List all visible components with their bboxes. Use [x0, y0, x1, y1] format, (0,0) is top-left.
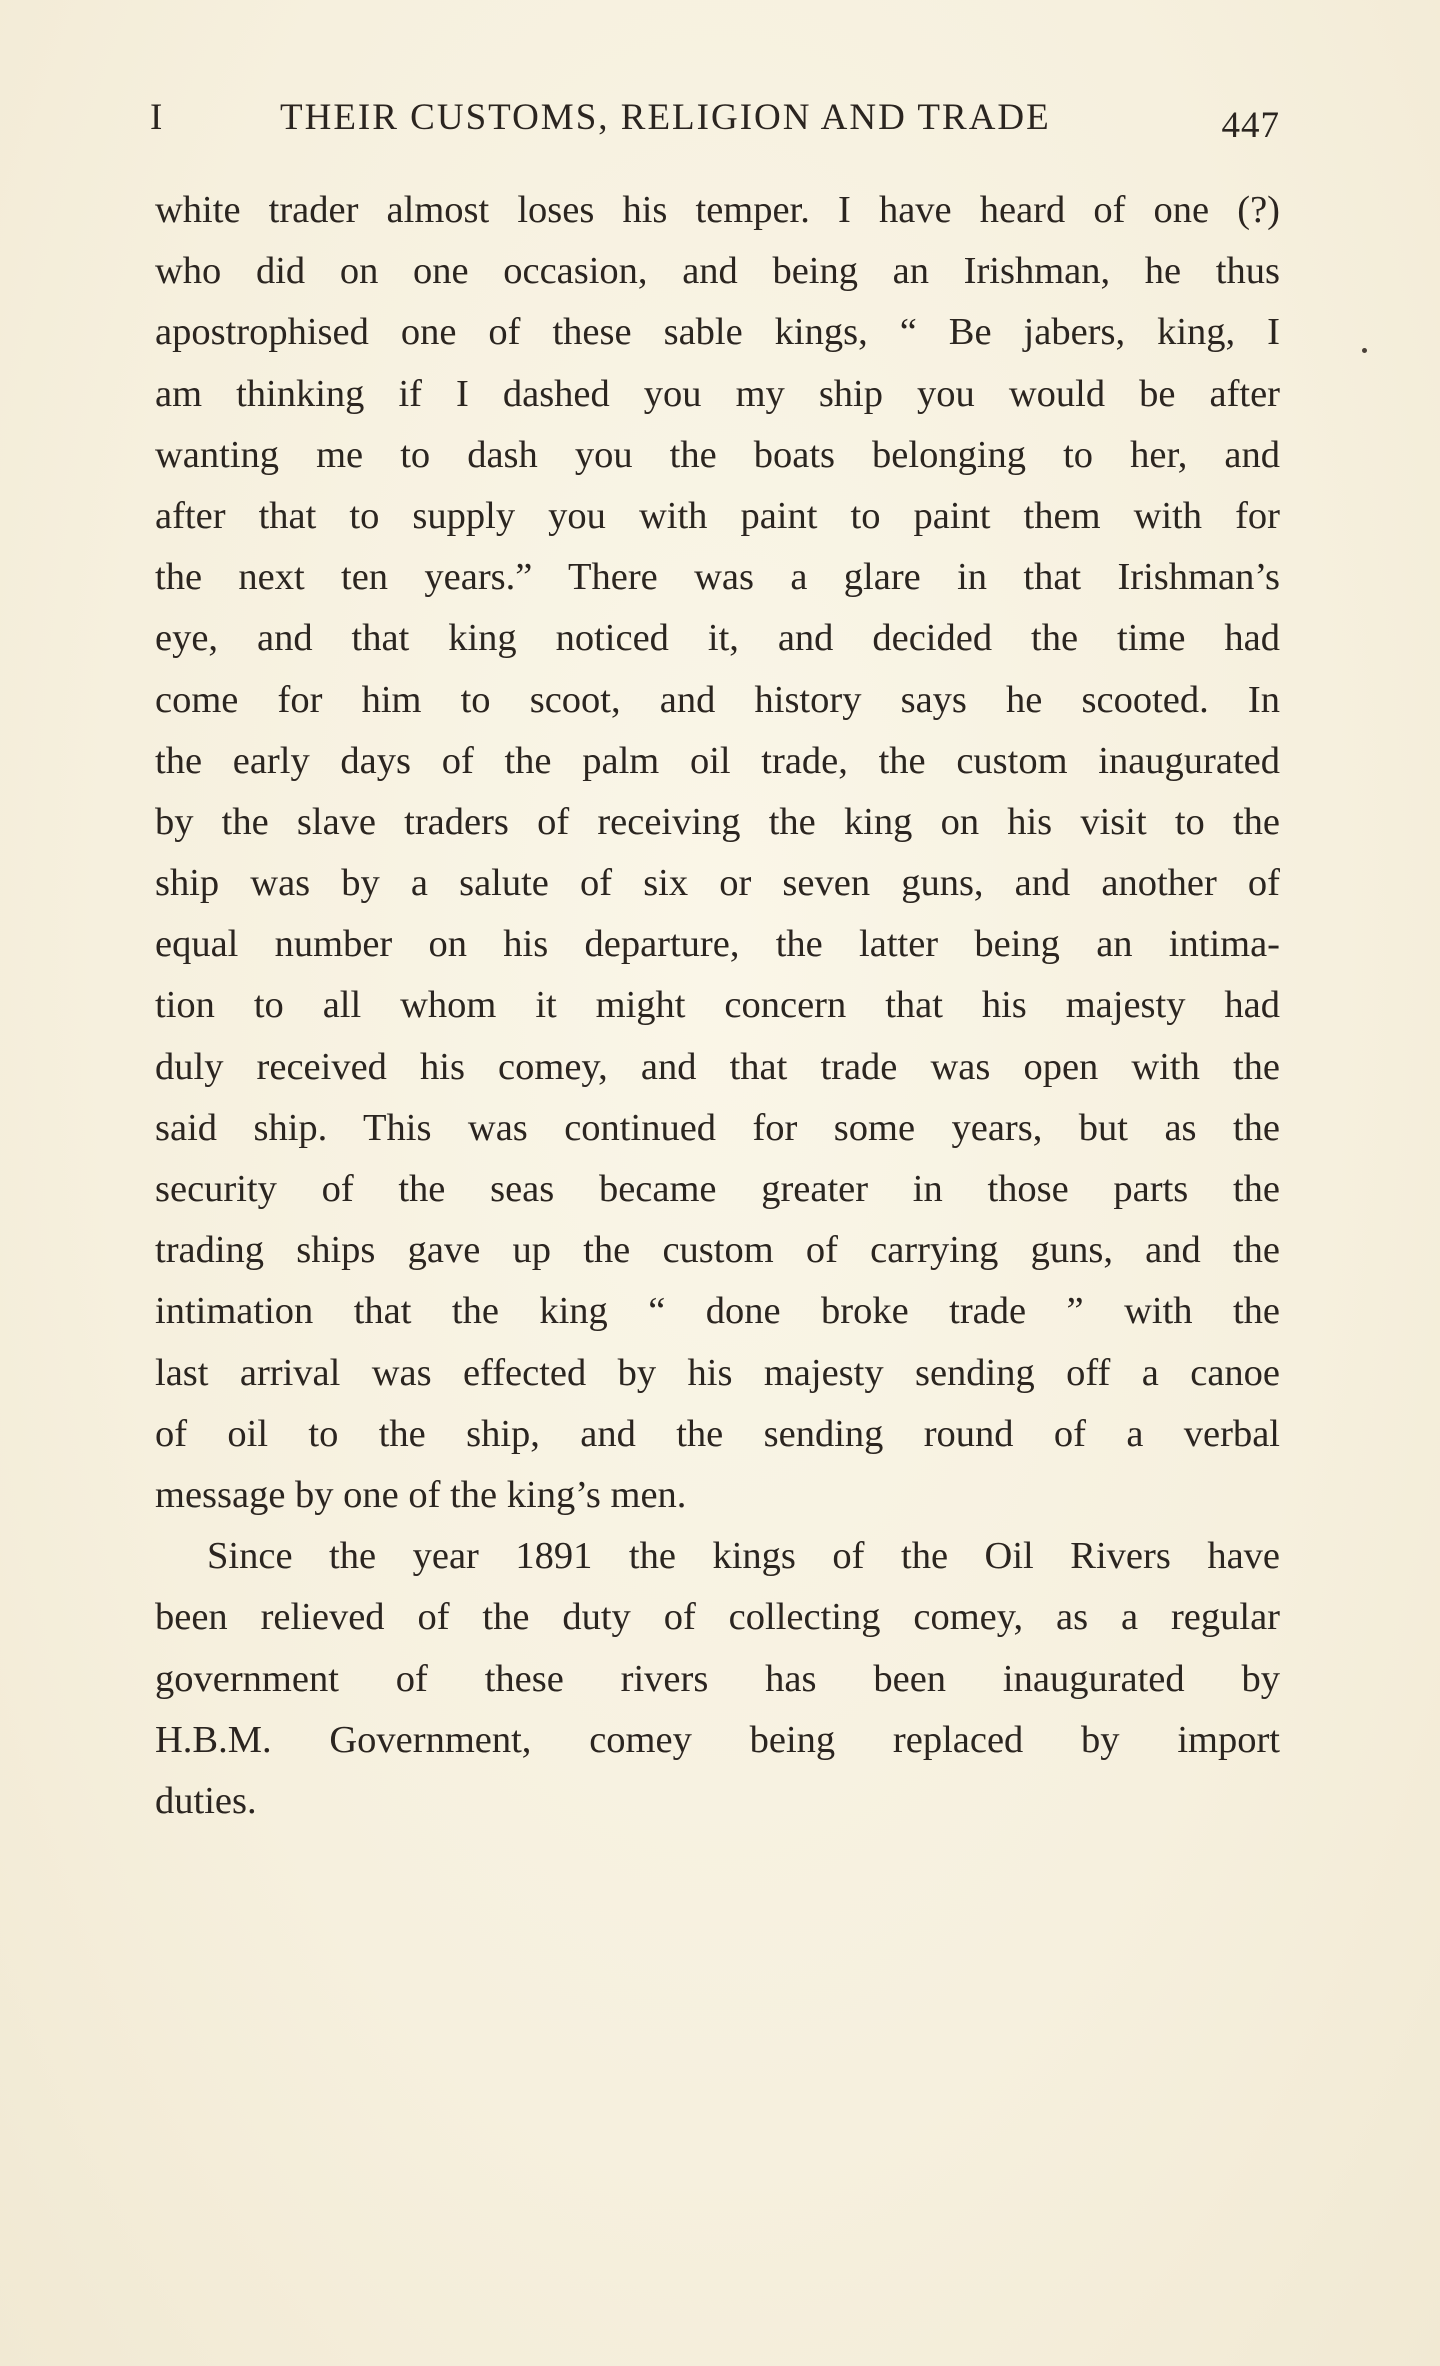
text-line: am thinking if I dashed you my ship you would be after [155, 372, 1280, 415]
text-line: wanting me to dash you the boats belonging to her, and [155, 433, 1280, 476]
text-line: H.B.M. Government, comey being replaced by import [155, 1718, 1280, 1761]
text-line: the next ten years.” There was a glare in that Irishman’s [155, 556, 1280, 599]
text-line: come for him to scoot, and history says he scooted. In [155, 678, 1280, 721]
text-line: apostrophised one of these sable kings, “ Be jabers, king, I [155, 311, 1280, 354]
text-line: message by one of the king’s men. [155, 1473, 687, 1516]
running-title: THEIR CUSTOMS, RELIGION AND TRADE [280, 97, 1051, 138]
paragraph-1 [155, 180, 1280, 1526]
text-line: of oil to the ship, and the sending round of a verbal [155, 1412, 1280, 1455]
text-line: said ship. This was continued for some years, but as the [155, 1106, 1280, 1149]
text-line: after that to supply you with paint to paint them with for [155, 494, 1280, 537]
text-line: white trader almost loses his temper. I have heard of one (?) [155, 189, 1280, 231]
text-line: Since the year 1891 the kings of the Oil Rivers have [207, 1535, 1280, 1578]
text-line: duly received his comey, and that trade was open with the [155, 1045, 1280, 1088]
paragraph-2 [155, 1526, 1280, 1832]
text-line: who did on one occasion, and being an Irishman, he thus [155, 250, 1280, 293]
text-line: duties. [155, 1779, 257, 1822]
text-line: security of the seas became greater in those parts the [155, 1168, 1280, 1210]
text-line: intimation that the king “ done broke trade ” with the [155, 1290, 1280, 1333]
text-line: ship was by a salute of six or seven guns, and another of [155, 862, 1280, 905]
chapter-number: I [150, 97, 165, 138]
running-head [150, 96, 1280, 146]
print-speck [1362, 348, 1367, 353]
text-line: eye, and that king noticed it, and decided the time had [155, 617, 1280, 660]
page-number: 447 [1221, 105, 1280, 146]
text-line: government of these rivers has been inaugurated by [155, 1657, 1280, 1700]
text-line: been relieved of the duty of collecting comey, as a regular [155, 1596, 1280, 1639]
text-line: equal number on his departure, the latter being an intima- [155, 923, 1280, 966]
text-line: tion to all whom it might concern that his majesty had [155, 984, 1280, 1027]
text-line: by the slave traders of receiving the king on his visit to the [155, 800, 1280, 843]
text-line: trading ships gave up the custom of carrying guns, and the [155, 1229, 1280, 1272]
text-line: last arrival was effected by his majesty sending off a canoe [155, 1351, 1280, 1394]
body-text [155, 180, 1280, 1832]
text-line: the early days of the palm oil trade, the custom inaugurated [155, 739, 1280, 782]
